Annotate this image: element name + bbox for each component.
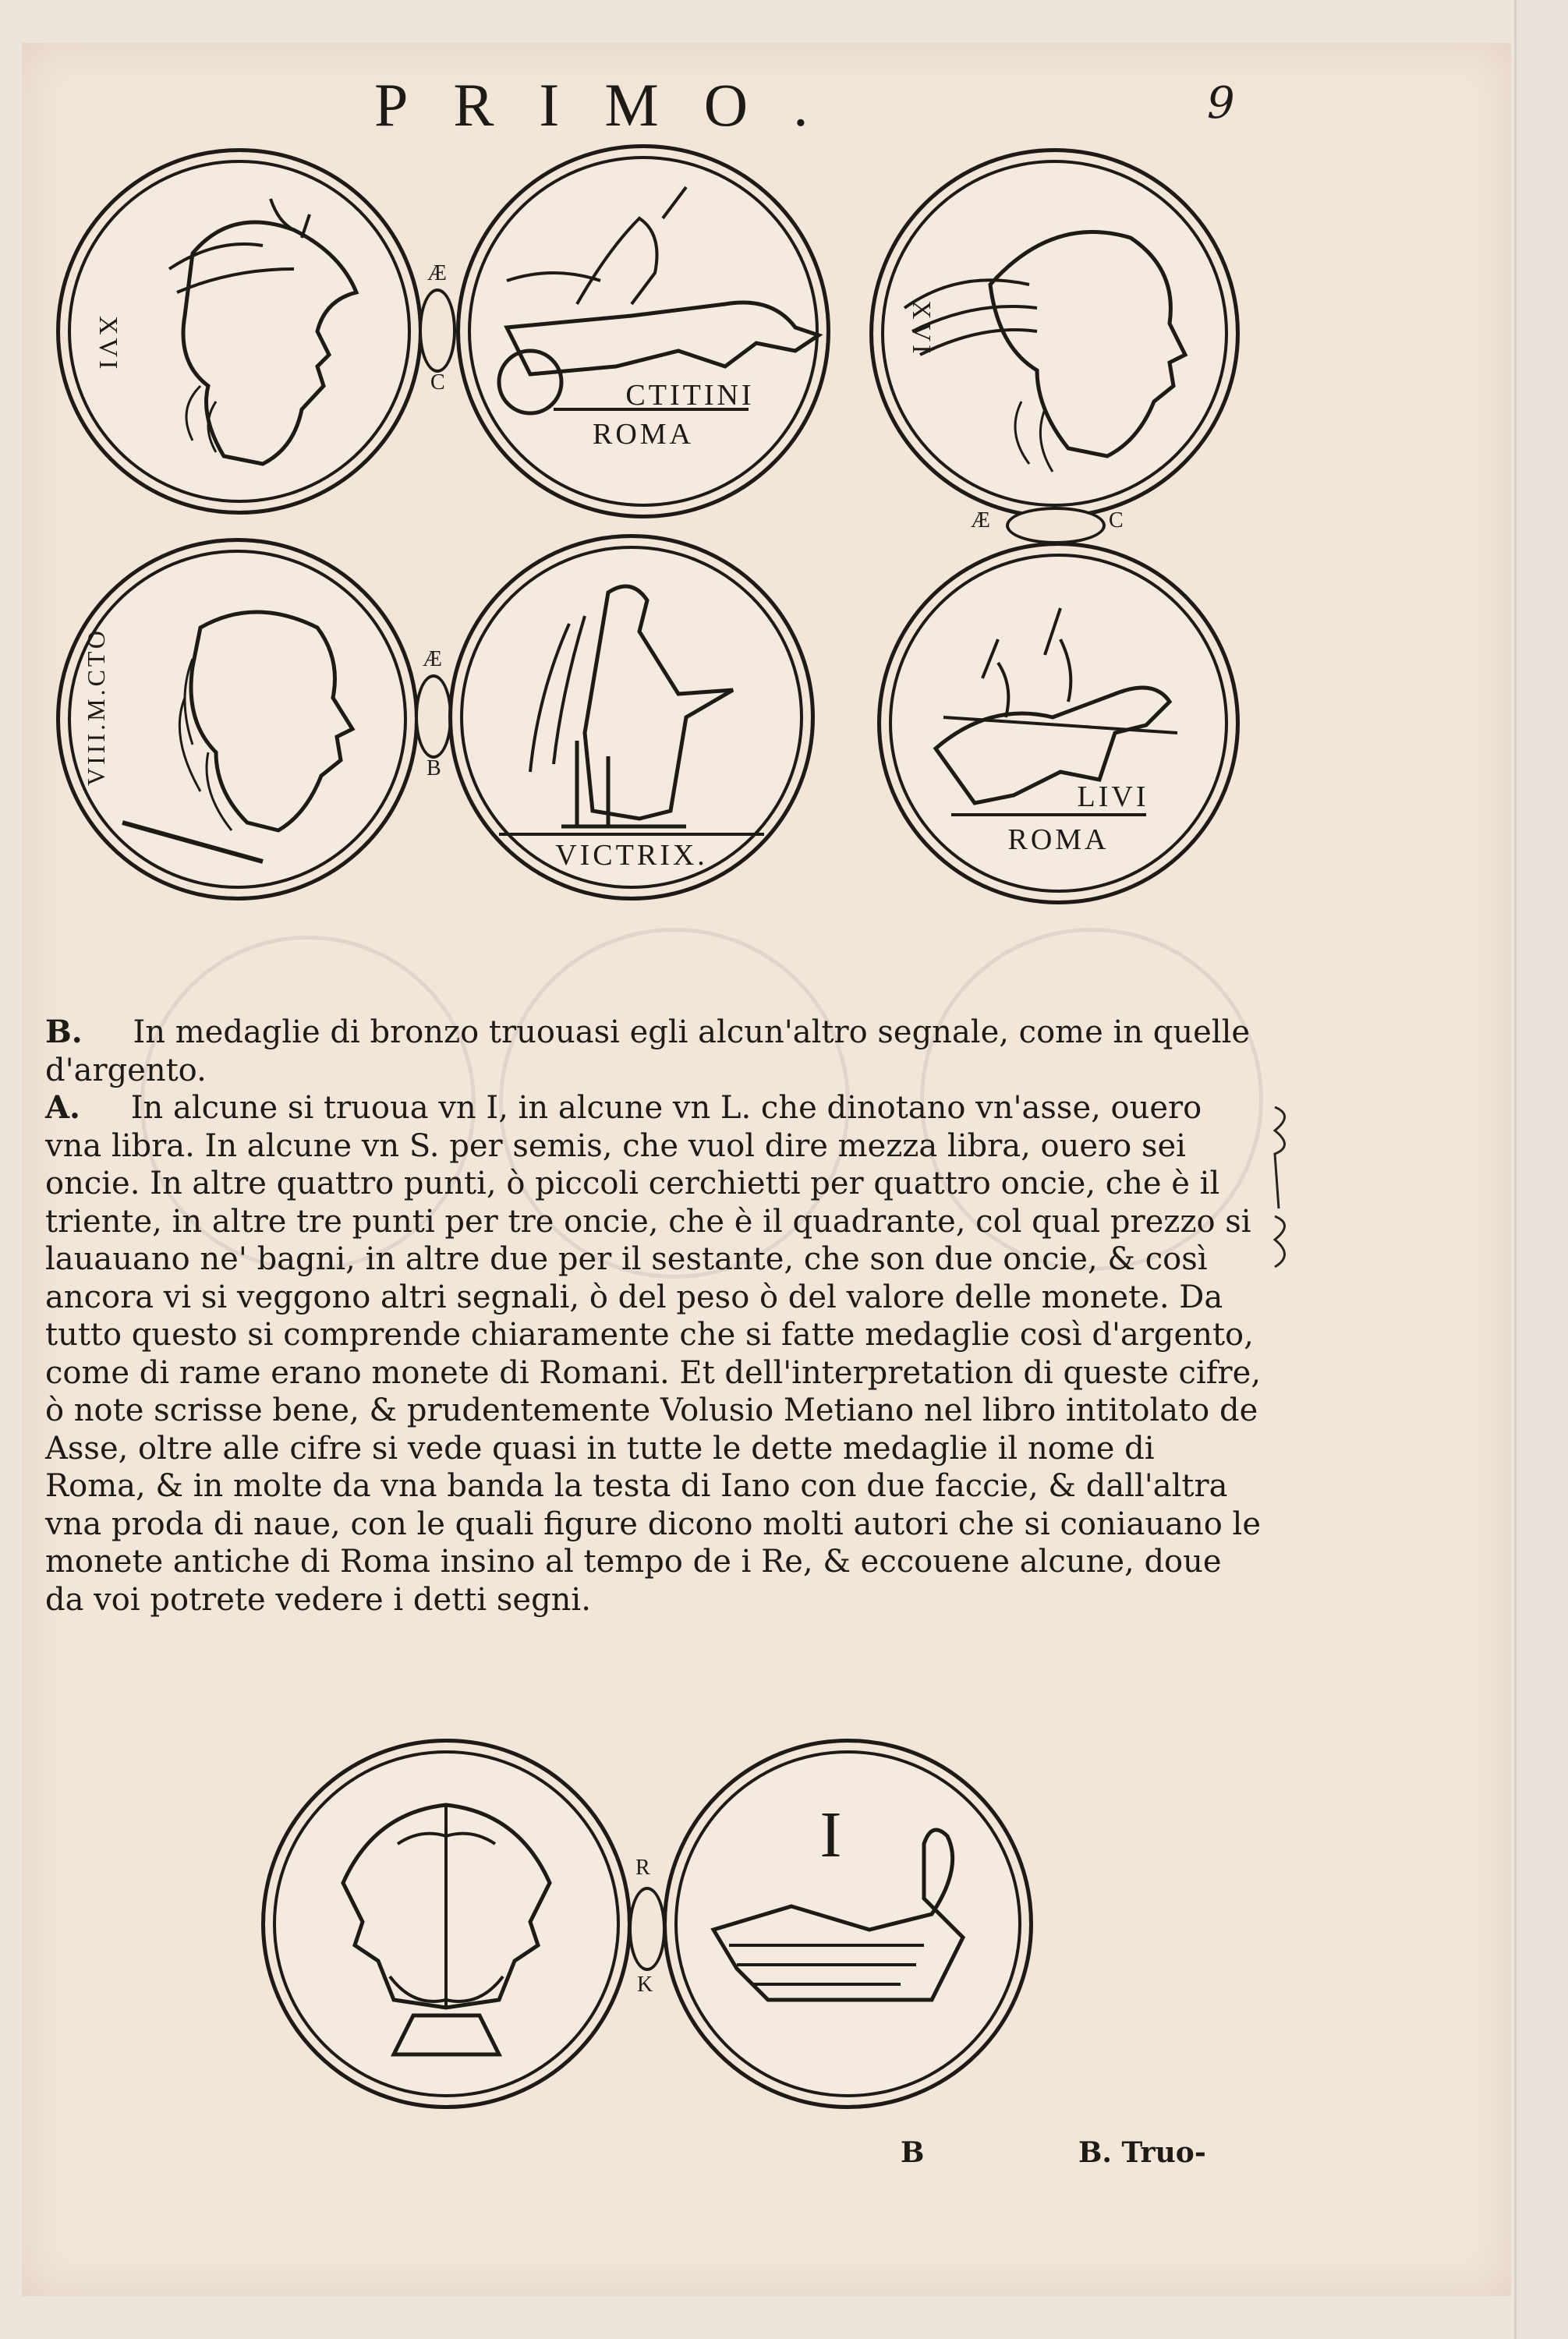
coin-janus-head [261, 1739, 632, 2109]
coin-laureate-head [56, 538, 419, 901]
coin-ship-prow [663, 1739, 1033, 2109]
paragraph-text: In medaglie di bronzo truouasi egli alcun'altro segnale, come in quelle d'argento. [45, 1014, 1251, 1088]
coin-link [628, 1887, 666, 1971]
link-label: C [1109, 508, 1124, 533]
catchword: B. Truo- [1078, 2136, 1206, 2169]
link-label: K [637, 1973, 653, 1997]
coin-seated-victory [448, 534, 815, 901]
coin-link [1006, 507, 1106, 544]
coin-legend: LIVI [1077, 780, 1149, 813]
link-label: C [430, 370, 445, 395]
chariot-icon [460, 148, 826, 515]
coin-dioscuri-riders [877, 542, 1240, 904]
link-label: R [635, 1856, 650, 1880]
coin-exergue: ROMA [592, 418, 695, 451]
coin-link [415, 674, 452, 759]
janus-head-icon [265, 1743, 628, 2105]
coin-exergue: VICTRIX. [555, 839, 708, 872]
dialogue-paragraph [45, 1014, 1262, 1089]
paragraph-text: In alcune si truoua vn I, in alcune vn L. che dinotano vn'asse, ouero vna libra. In alcune vn S. per semis, che vuol dire mezza libra, ouero sei oncie. In altre quattro punti, ò piccoli cerchietti per quattro oncie, che è il triente, in altre tre punti per tre oncie, che è il quadrante, col qual prezzo si lauauano ne' bagni, in altre due per il sestante, che son due oncie, & così ancora vi si veggono altri segnali, ò del peso ò del valore delle monete. Da tutto questo si comprende chiaramente che si fatte medaglie così d'argento, come di rame erano monete di Romani. Et dell'interpretation di queste cifre, ò note scrisse bene, & prudentemente Volusio Metiano nel libro intitolato de Asse, oltre alle cifre si vede quasi in tutte le dette medaglie il nome di Roma, & in molte da vna banda la testa di Iano con due faccie, & dall'altra vna proda di naue, con le quali figure dicono molti autori che si coniauano le monete antiche di Roma insino al tempo de i Re, & eccouene alcune, doue da voi potrete vedere i detti segni. [45, 1090, 1262, 1618]
margin-annotation-bracket [1259, 1099, 1306, 1279]
coin-legend: CTITINI [625, 379, 755, 412]
signature-mark: B [901, 2136, 925, 2169]
dialogue-text [45, 1014, 1262, 1619]
page-title: PRIMO. [374, 71, 854, 139]
coin-mark: I [819, 1799, 845, 1871]
coin-helmeted-head [56, 148, 423, 515]
link-label: B [427, 756, 441, 780]
link-label: Æ [423, 647, 442, 671]
coin-legend: XVI [907, 300, 936, 357]
link-label: Æ [971, 508, 990, 533]
coin-exergue: ROMA [1007, 823, 1110, 856]
coin-link [419, 288, 456, 373]
backing-sheet-edge [1514, 0, 1568, 2339]
coin-legend: XVI [94, 316, 122, 373]
coin-legend: VIII.M.CTO [82, 628, 110, 786]
coin-victory-chariot [456, 144, 830, 518]
coin-winged-helmet-head [869, 148, 1240, 518]
link-label: Æ [427, 261, 447, 285]
dialogue-paragraph [45, 1089, 1262, 1619]
speaker-label: A. [45, 1089, 80, 1126]
page-number: 9 [1207, 78, 1235, 129]
speaker-label: B. [45, 1014, 83, 1050]
